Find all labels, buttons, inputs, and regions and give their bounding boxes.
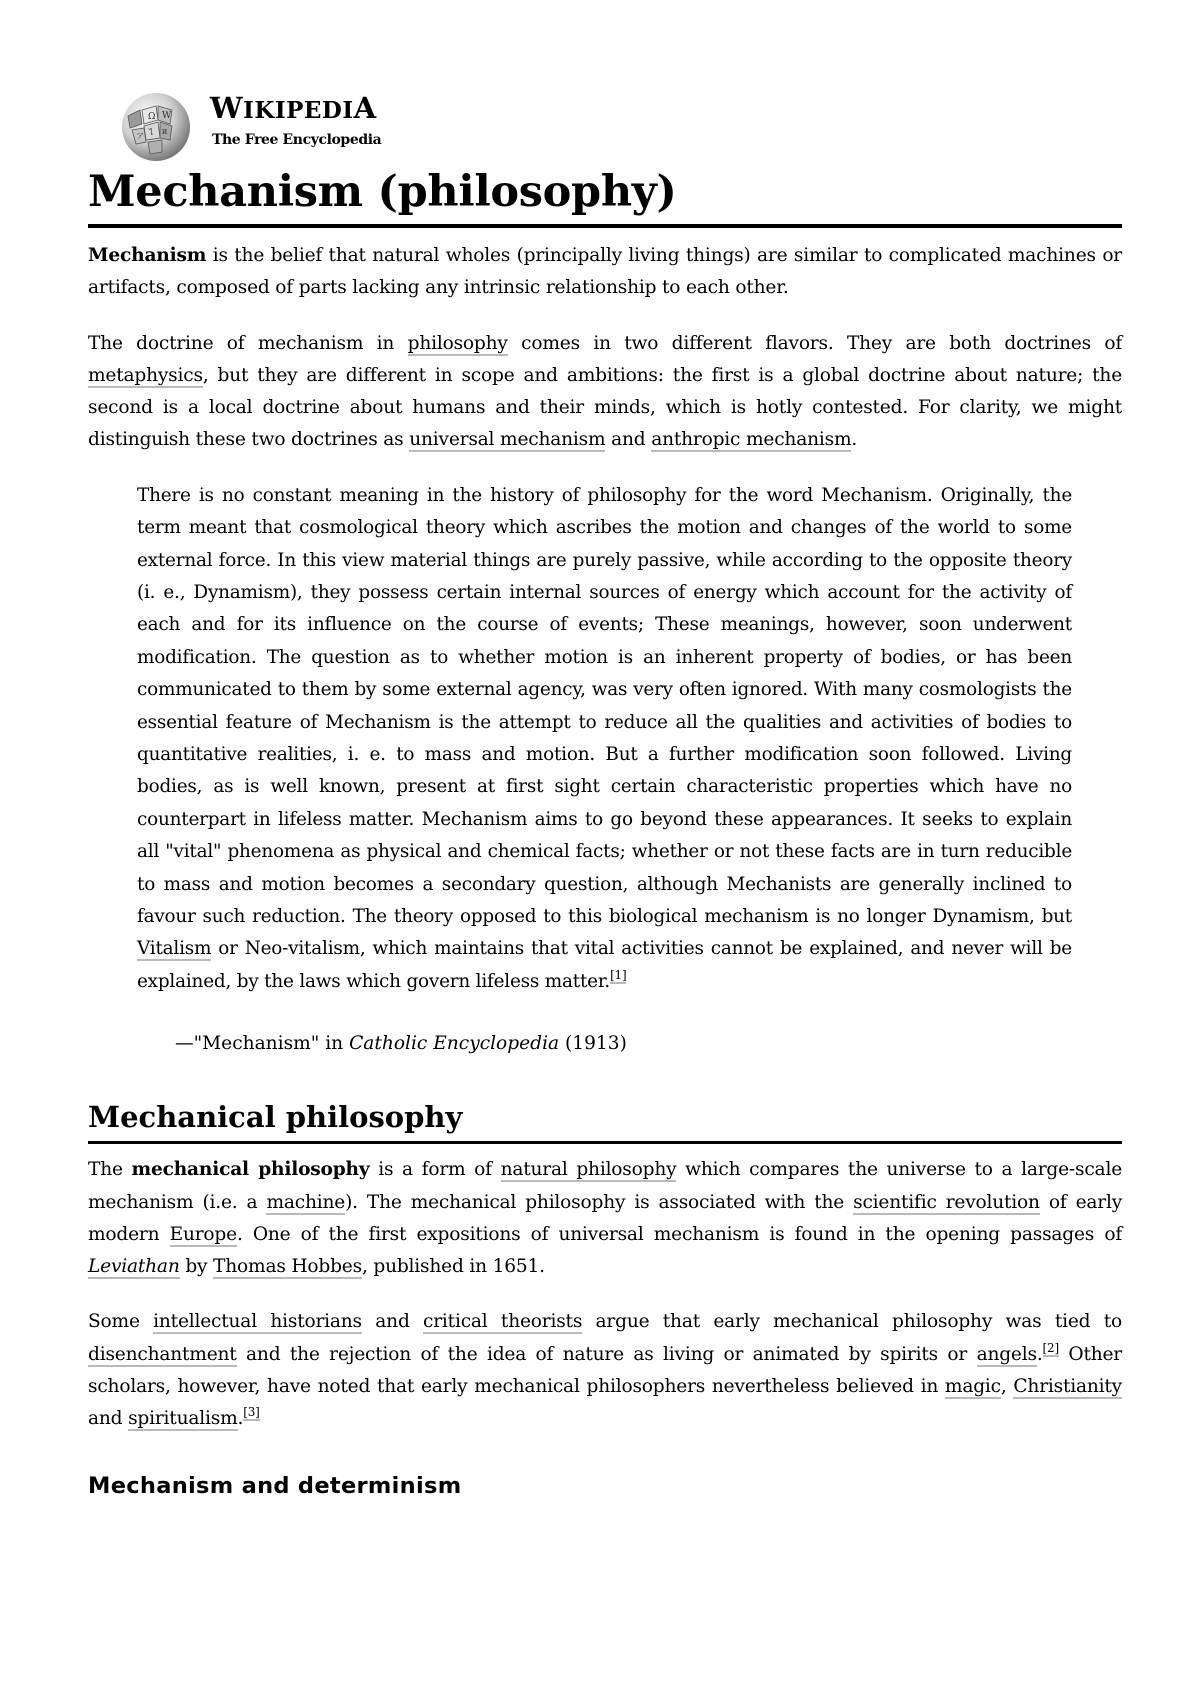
reference-3[interactable]: [3] xyxy=(243,1405,260,1420)
svg-text:и: и xyxy=(162,127,168,136)
link-critical-theorists[interactable]: critical theorists xyxy=(423,1311,583,1333)
link-leviathan[interactable]: Leviathan xyxy=(88,1256,180,1278)
link-vitalism[interactable]: Vitalism xyxy=(137,938,212,960)
link-scientific-revolution[interactable]: scientific revolution xyxy=(853,1191,1040,1213)
svg-text:W: W xyxy=(162,111,172,121)
page-title: Mechanism (philosophy) xyxy=(88,162,1122,228)
reference-2[interactable]: [2] xyxy=(1042,1340,1059,1355)
wikipedia-tagline: The Free Encyclopedia xyxy=(212,132,382,148)
link-machine[interactable]: machine xyxy=(266,1191,346,1213)
link-europe[interactable]: Europe xyxy=(169,1223,237,1245)
link-disenchantment[interactable]: disenchantment xyxy=(88,1343,237,1365)
link-anthropic-mechanism[interactable]: anthropic mechanism xyxy=(651,429,852,451)
intro-paragraph: Mechanism is the belief that natural wholes (principally living things) are similar to complicated machines or artifacts, composed of parts lacking any intrinsic relationship to each other. xyxy=(88,245,1122,299)
wikipedia-globe-icon xyxy=(118,88,194,164)
doctrine-paragraph: The doctrine of mechanism in philosophy comes in two different flavors. They are both doctrines of metaphysics, but they are different in scope and ambitions: the first is a global doctrine about nature; the second is a local doctrine about humans and their minds, which is hotly contested. For clarity, we might distinguish these two doctrines as universal mechanism and anthropic mechanism. xyxy=(88,332,1123,451)
link-philosophy[interactable]: philosophy xyxy=(407,332,508,354)
wikipedia-wordmark: WIKIPEDIA xyxy=(210,91,377,125)
link-magic[interactable]: magic xyxy=(944,1376,1001,1398)
wikipedia-logo[interactable] xyxy=(118,88,418,164)
link-christianity[interactable]: Christianity xyxy=(1013,1376,1122,1398)
historians-paragraph: Some intellectual historians and critical theorists argue that early mechanical philosophy was tied to disenchantment and the rejection of the idea of nature as living or animated by spirits or angels.[2] Other scholars, however, have noted that early mechanical philosophers nevertheless believed in magic, Christianity and spiritualism.[3] xyxy=(88,1311,1122,1430)
reference-1[interactable]: [1] xyxy=(610,967,627,982)
link-intellectual-historians[interactable]: intellectual historians xyxy=(153,1311,362,1333)
article-body xyxy=(88,240,1122,1502)
link-thomas-hobbes[interactable]: Thomas Hobbes xyxy=(213,1256,362,1278)
intro-bold-term: Mechanism xyxy=(88,245,207,266)
link-universal-mechanism[interactable]: universal mechanism xyxy=(409,429,606,451)
subsection-heading-mechanism-and-determinism: Mechanism and determinism xyxy=(88,1472,462,1499)
link-metaphysics[interactable]: metaphysics xyxy=(88,364,203,386)
link-natural-philosophy[interactable]: natural philosophy xyxy=(500,1159,677,1181)
svg-text:ไ: ไ xyxy=(149,128,154,137)
mechanical-philosophy-paragraph: The mechanical philosophy is a form of natural philosophy which compares the universe to a large-scale mechanism (i.e. a machine). The mechanical philosophy is associated with the scientific revolution of early modern Europe. One of the first expositions of universal mechanism is found in the opening passages of Leviathan by Thomas Hobbes, published in 1651. xyxy=(88,1159,1123,1278)
quote-citation: —"Mechanism" in Catholic Encyclopedia (1913) xyxy=(175,1033,627,1055)
section-heading-mechanical-philosophy: Mechanical philosophy xyxy=(88,1095,1122,1144)
catholic-encyclopedia-quote xyxy=(137,480,1072,1061)
svg-text:ア: ア xyxy=(136,132,144,141)
link-angels[interactable]: angels xyxy=(976,1343,1037,1365)
quote-text: There is no constant meaning in the history of philosophy for the word Mechanism. Originally, the term meant that cosmological theory which ascribes the motion and changes of the world to some external force. In this view material things are purely passive, while according to the opposite theory (i. e., Dynamism), they possess certain internal sources of energy which account for the activity of each and for its influence on the course of events; These meanings, however, soon underwent modification. The question as to whether motion is an inherent property of bodies, or has been communicated to them by some external agency, was very often ignored. With many cosmologists the essential feature of Mechanism is the attempt to reduce all the qualities and activities of bodies to quantitative realities, i. e. to mass and motion. But a further modification soon followed. Living bodies, as is well known, present at first sight certain characteristic properties which have no counterpart in lifeless matter. Mechanism aims to go beyond these appearances. It seeks to explain all "vital" phenomena as physical and chemical facts; whether or not these facts are in turn reducible to mass and motion becomes a secondary question, although Mechanists are generally inclined to favour such reduction. The theory opposed to this biological mechanism is no longer Dynamism, but Vitalism or Neo-vitalism, which maintains that vital activities cannot be explained, and never will be explained, by the laws which govern lifeless matter.[1] xyxy=(137,484,1072,992)
svg-text:Ω: Ω xyxy=(148,112,156,122)
link-spiritualism[interactable]: spiritualism xyxy=(128,1408,238,1430)
